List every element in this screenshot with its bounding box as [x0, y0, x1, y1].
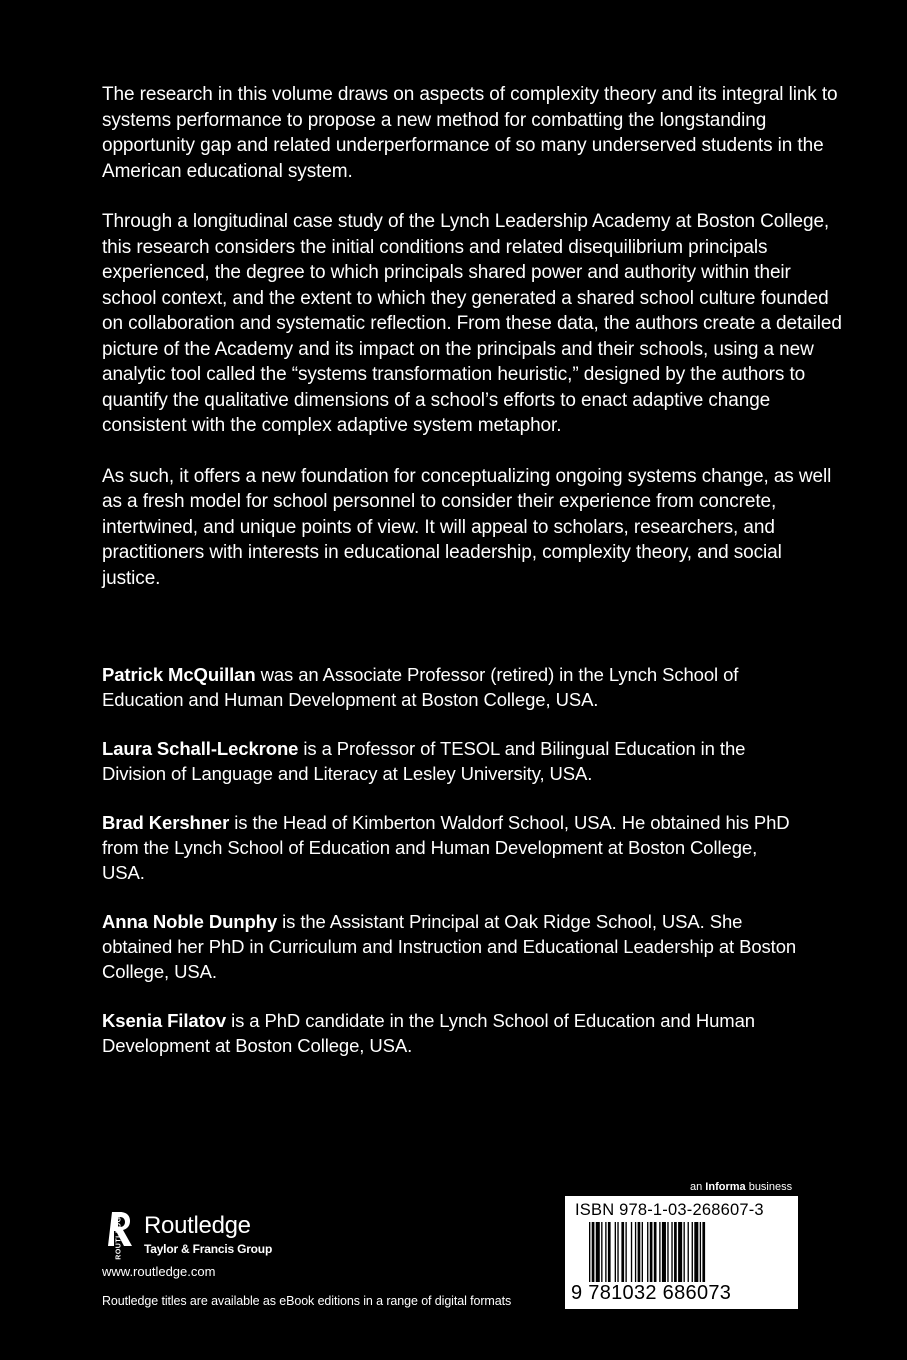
author-bio-text: is the Head of Kimberton Waldorf School, USA. He obtained his PhD from the Lynch School of Education and Human Development at Boston College, USA.: [102, 812, 790, 883]
isbn-barcode: [565, 1196, 798, 1309]
barcode-digits: 9 781032 686073: [571, 1282, 732, 1304]
informa-brand: Informa: [705, 1181, 746, 1193]
publisher-group: Taylor & Francis Group: [144, 1242, 273, 1256]
author-name: Patrick McQuillan: [102, 664, 256, 685]
isbn-text: ISBN 978-1-03-268607-3: [575, 1201, 764, 1219]
publisher-name: Routledge: [144, 1212, 251, 1239]
author-bio: [102, 662, 802, 712]
author-name: Anna Noble Dunphy: [102, 911, 278, 932]
author-bio: [102, 1008, 802, 1058]
author-bio-text: is the Assistant Principal at Oak Ridge School, USA. She obtained her PhD in Curriculum and Instruction and Educational Leadership at Boston College, USA.: [102, 911, 797, 982]
informa-prefix: an: [690, 1181, 706, 1193]
informa-suffix: business: [745, 1181, 793, 1193]
informa-business-label: [690, 1181, 792, 1193]
publisher-url[interactable]: www.routledge.com: [102, 1264, 216, 1279]
book-description: [102, 82, 842, 616]
ebook-note: Routledge titles are available as eBook editions in a range of digital formats: [102, 1294, 512, 1308]
description-paragraph-3: As such, it offers a new foundation for conceptualizing ongoing systems change, as well as a fresh model for school personnel to consider their experience from concrete, intertwined, and unique points of view. It will appeal to scholars, researchers, and practitioners with interests in educational leadership, complexity theory, and social justice.: [102, 465, 832, 589]
description-paragraph-2: Through a longitudinal case study of the Lynch Leadership Academy at Boston College, this research considers the initial conditions and related disequilibrium principals experienced, the degree to which principals shared power and authority within their school context, and the extent to which they generated a shared school culture founded on collaboration and systematic reflection. From these data, the authors create a detailed picture of the Academy and its impact on the principals and their schools, using a new analytic tool called the “systems transformation heuristic,” designed by the authors to quantify the qualitative dimensions of a school’s efforts to enact adaptive change consistent with the complex adaptive system metaphor.: [102, 211, 842, 436]
author-bios: [102, 662, 802, 1082]
author-bio-text: is a Professor of TESOL and Bilingual Education in the Division of Language and Literacy at Lesley University, USA.: [102, 738, 746, 784]
author-name: Ksenia Filatov: [102, 1010, 227, 1031]
barcode-bars-icon: [589, 1222, 791, 1282]
author-bio-text: is a PhD candidate in the Lynch School of Education and Human Development at Boston College, USA.: [102, 1010, 755, 1056]
description-paragraph-1: The research in this volume draws on aspects of complexity theory and its integral link to systems performance to propose a new method for combatting the longstanding opportunity gap and related underperformance of so many underserved students in the American educational system.: [102, 84, 838, 182]
author-bio-text: was an Associate Professor (retired) in the Lynch School of Education and Human Development at Boston College, USA.: [102, 664, 739, 710]
publisher-vertical-text: ROUTLEDGE: [115, 1211, 123, 1260]
publisher-logo: [98, 1208, 358, 1258]
author-name: Laura Schall-Leckrone: [102, 738, 299, 759]
author-name: Brad Kershner: [102, 812, 230, 833]
author-bio: [102, 909, 802, 984]
author-bio: [102, 810, 802, 885]
author-bio: [102, 736, 802, 786]
